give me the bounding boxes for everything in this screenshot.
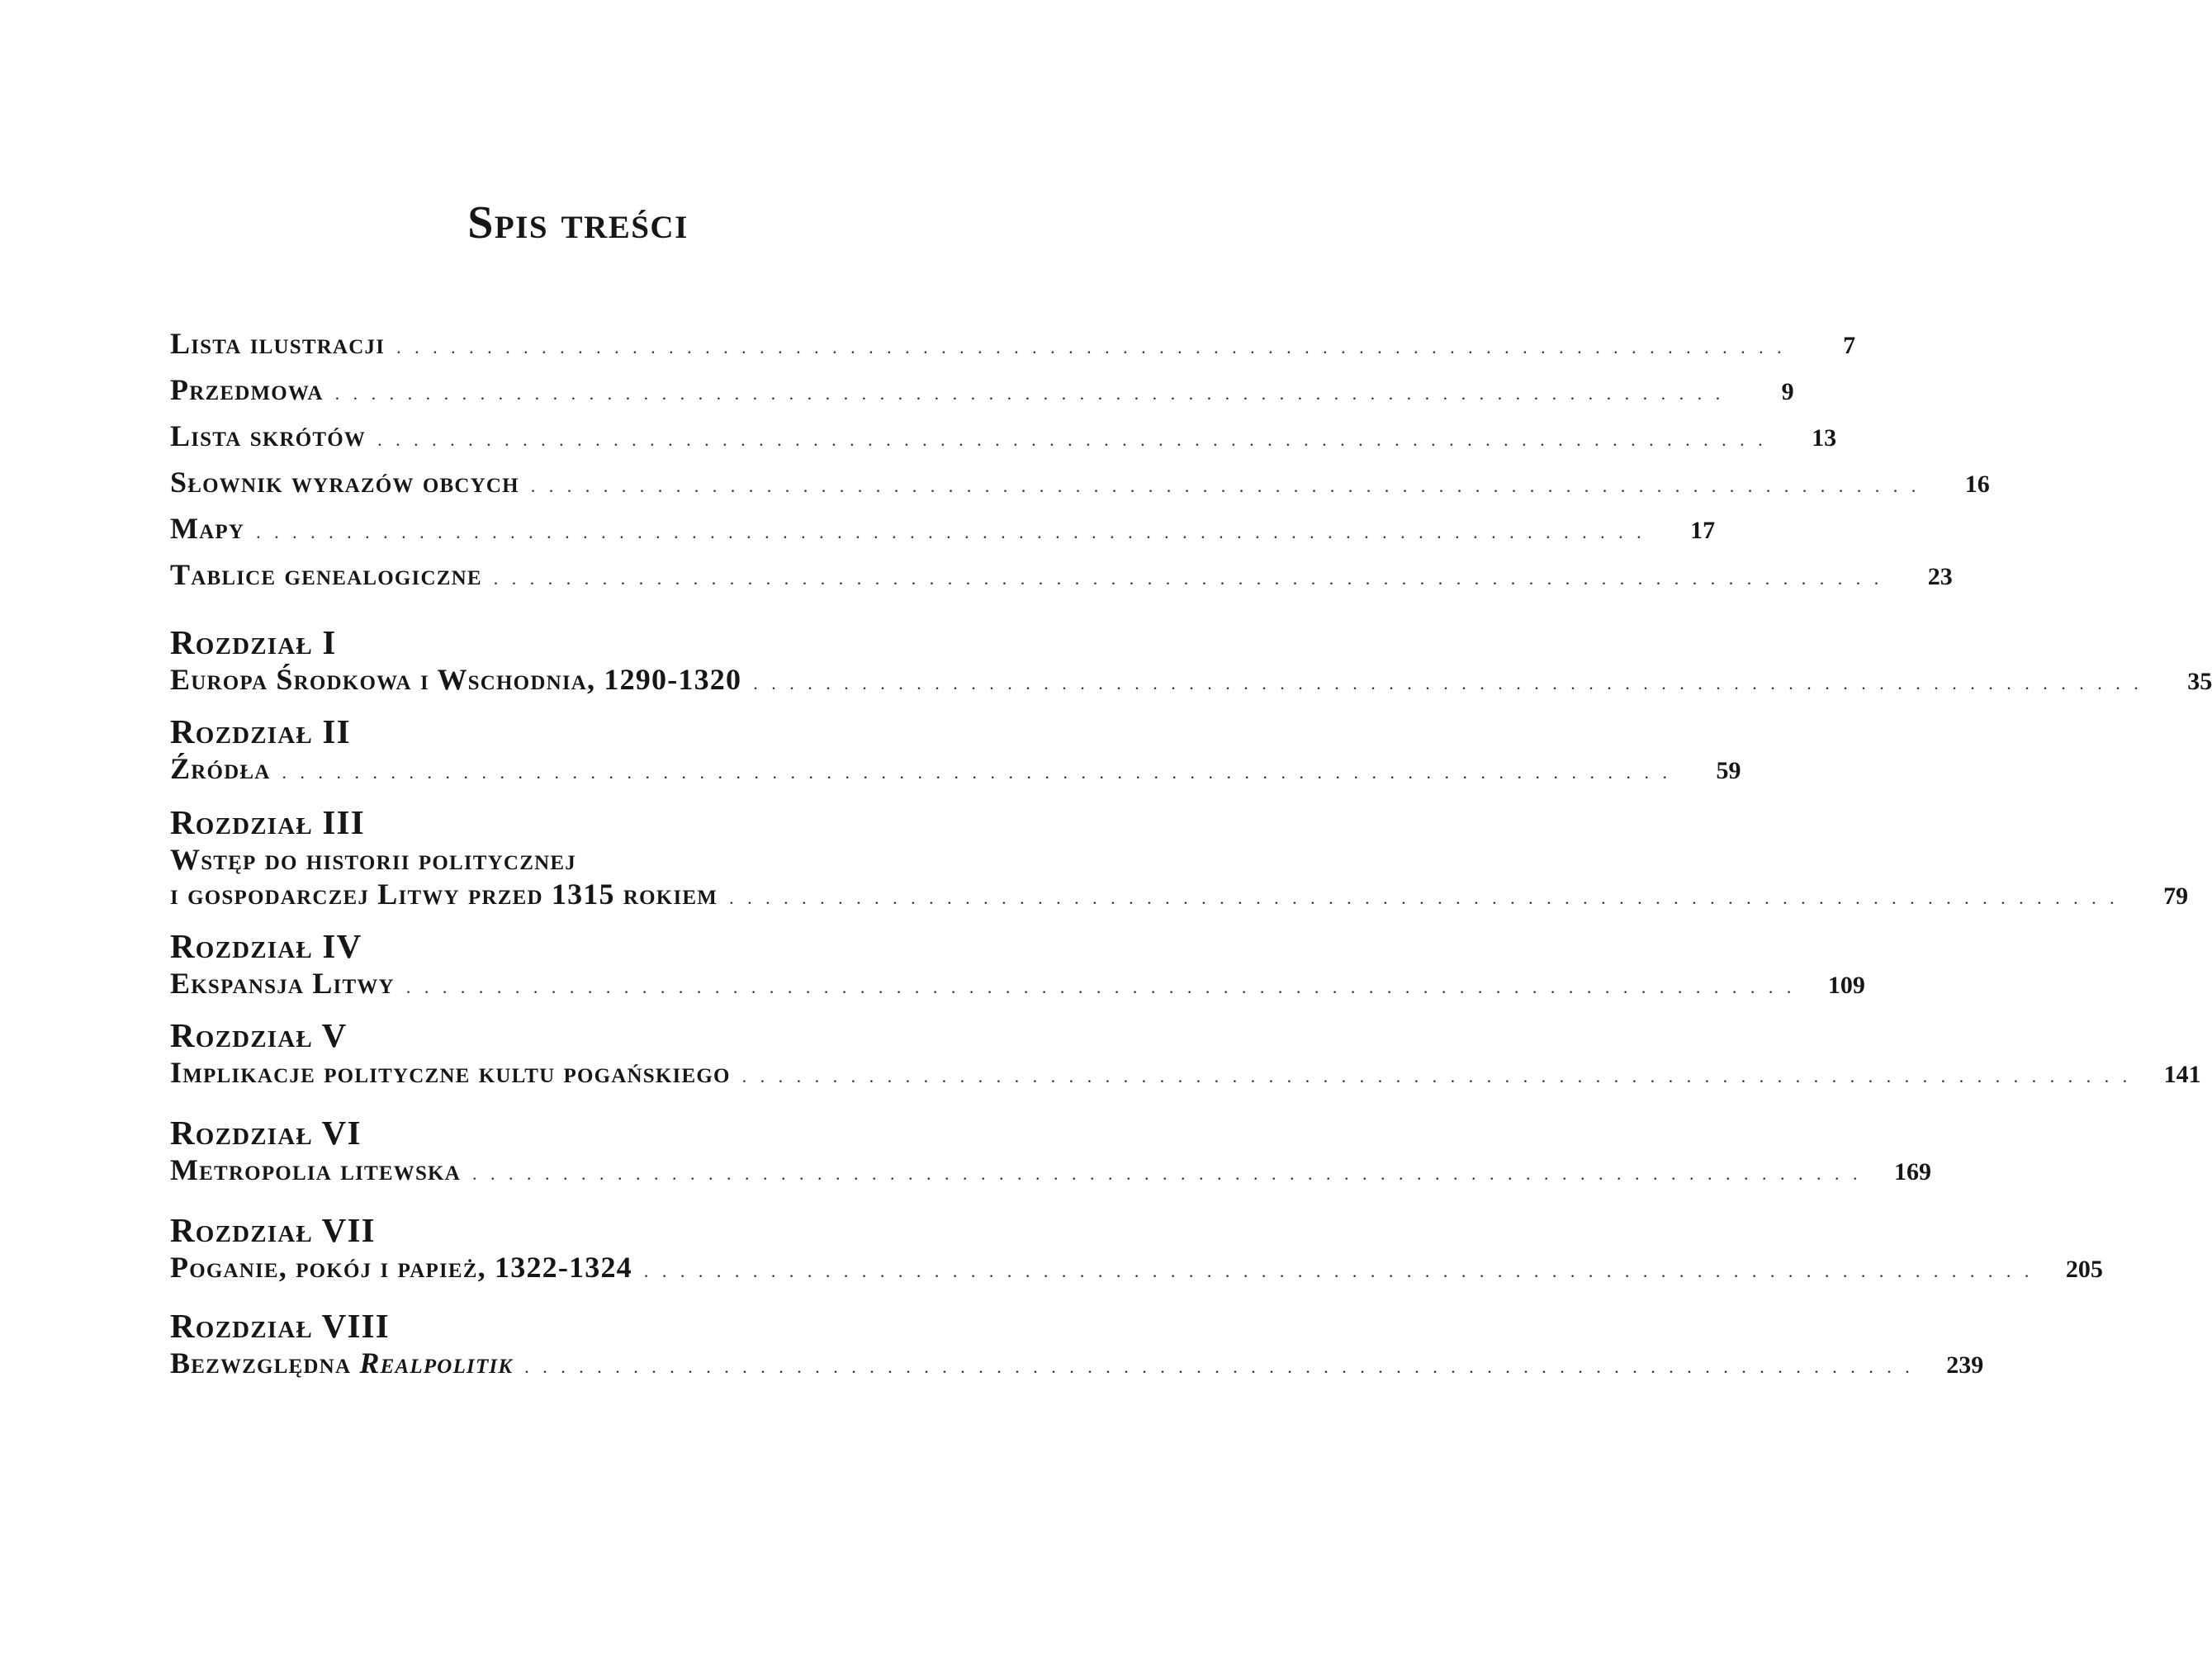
toc-page-number: 109 [1827, 972, 1865, 999]
dot-leader: . . . . . . . . . . . . . . . . . . . . . . . . . . . . . . . . . . . . . . . . . . . . . . . . . . . . . . . . . . . . . . . . . . . . . . . . . . . . . [530, 476, 1921, 496]
dot-leader: . . . . . . . . . . . . . . . . . . . . . . . . . . . . . . . . . . . . . . . . . . . . . . . . . . . . . . . . . . . . . . . . . . . . . . . . . . . . . [729, 887, 2120, 908]
toc-page-number: 59 [1716, 757, 1741, 784]
chapter-title: Poganie, pokój i papież, 1322-1324 [170, 1251, 632, 1284]
toc-page-number: 17 [1690, 517, 1716, 544]
toc-entry-label: Przedmowa [170, 373, 324, 406]
toc-page-number: 239 [1946, 1351, 1984, 1379]
toc-page-number: 13 [1812, 424, 1837, 452]
toc-entry-przedmowa[interactable] [170, 373, 1794, 406]
toc-page-number: 35 [2187, 668, 2212, 695]
chapter-label: Rozdział VIII [170, 1307, 390, 1345]
dot-leader: . . . . . . . . . . . . . . . . . . . . . . . . . . . . . . . . . . . . . . . . . . . . . . . . . . . . . . . . . . . . . . . . . . . . . . . . . . . . . [471, 1163, 1862, 1184]
toc-entry-label: Lista skrótów [170, 419, 367, 452]
chapter-title-line1: Wstęp do historii politycznej [170, 843, 576, 876]
toc-entry-lista-skrotow[interactable] [170, 419, 1837, 452]
toc-entry-lista-ilustracji[interactable] [170, 327, 1856, 360]
chapter-title: Metropolia litewska [170, 1153, 461, 1186]
chapter-title-roman: Bezwzględna [170, 1346, 352, 1379]
chapter-label: Rozdział IV [170, 927, 362, 965]
toc-page-number: 23 [1927, 563, 1953, 590]
dot-leader: . . . . . . . . . . . . . . . . . . . . . . . . . . . . . . . . . . . . . . . . . . . . . . . . . . . . . . . . . . . . . . . . . . . . . . . . . . . . . [753, 673, 2143, 693]
toc-page-number: 205 [2065, 1256, 2103, 1283]
dot-leader: . . . . . . . . . . . . . . . . . . . . . . . . . . . . . . . . . . . . . . . . . . . . . . . . . . . . . . . . . . . . . . . . . . . . . . . . . . . . . [643, 1261, 2034, 1281]
dot-leader: . . . . . . . . . . . . . . . . . . . . . . . . . . . . . . . . . . . . . . . . . . . . . . . . . . . . . . . . . . . . . . . . . . . . . . . . . . . . . [396, 337, 1787, 357]
chapter-label: Rozdział III [170, 803, 365, 841]
toc-entry-label: Tablice genealogiczne [170, 558, 482, 591]
chapter-label: Rozdział VII [170, 1211, 376, 1249]
toc-chapter-4[interactable] [170, 927, 1865, 1000]
dot-leader: . . . . . . . . . . . . . . . . . . . . . . . . . . . . . . . . . . . . . . . . . . . . . . . . . . . . . . . . . . . . . . . . . . . . . . . . . . . . . [741, 1066, 2132, 1086]
dot-leader: . . . . . . . . . . . . . . . . . . . . . . . . . . . . . . . . . . . . . . . . . . . . . . . . . . . . . . . . . . . . . . . . . . . . . . . . . . . . . [334, 383, 1725, 404]
toc-page-number: 9 [1781, 378, 1794, 405]
page-title: Spis treści [467, 197, 689, 248]
chapter-label: Rozdział I [170, 623, 337, 661]
toc-chapter-8[interactable] [170, 1307, 1984, 1379]
toc-page-number: 79 [2163, 883, 2189, 910]
toc-chapter-3[interactable] [170, 803, 2189, 911]
toc-chapter-2[interactable] [170, 712, 1741, 785]
toc-page-number: 7 [1843, 332, 1856, 359]
toc-entry-label: Mapy [170, 512, 245, 545]
dot-leader: . . . . . . . . . . . . . . . . . . . . . . . . . . . . . . . . . . . . . . . . . . . . . . . . . . . . . . . . . . . . . . . . . . . . . . . . . . . . . [405, 977, 1796, 997]
toc-entry-label: Lista ilustracji [170, 327, 386, 360]
toc-chapter-5[interactable] [170, 1016, 2201, 1089]
chapter-title: Źródła [170, 752, 271, 785]
chapter-label: Rozdział II [170, 712, 351, 750]
chapter-title: Europa Środkowa i Wschodnia, 1290-1320 [170, 663, 742, 696]
toc-page-number: 169 [1893, 1158, 1931, 1185]
toc-page-number: 141 [2163, 1061, 2201, 1088]
toc-chapter-1[interactable] [170, 623, 2212, 696]
chapter-title-italic: Realpolitik [359, 1346, 514, 1379]
dot-leader: . . . . . . . . . . . . . . . . . . . . . . . . . . . . . . . . . . . . . . . . . . . . . . . . . . . . . . . . . . . . . . . . . . . . . . . . . . . . . [282, 762, 1672, 783]
toc-entry-tablice[interactable] [170, 558, 1953, 591]
toc-page-number: 16 [1964, 471, 1990, 498]
dot-leader: . . . . . . . . . . . . . . . . . . . . . . . . . . . . . . . . . . . . . . . . . . . . . . . . . . . . . . . . . . . . . . . . . . . . . . . . . . . . . [256, 522, 1646, 542]
toc-chapter-6[interactable] [170, 1114, 1931, 1186]
dot-leader: . . . . . . . . . . . . . . . . . . . . . . . . . . . . . . . . . . . . . . . . . . . . . . . . . . . . . . . . . . . . . . . . . . . . . . . . . . . . . [524, 1356, 1915, 1377]
chapter-title: Implikacje polityczne kultu pogańskiego [170, 1056, 731, 1089]
toc-entry-slownik[interactable] [170, 466, 1990, 499]
chapter-title: Ekspansja Litwy [170, 967, 395, 1000]
chapter-title: i gospodarczej Litwy przed 1315 rokiem [170, 878, 718, 911]
chapter-title [170, 1348, 513, 1378]
dot-leader: . . . . . . . . . . . . . . . . . . . . . . . . . . . . . . . . . . . . . . . . . . . . . . . . . . . . . . . . . . . . . . . . . . . . . . . . . . . . . [377, 429, 1768, 450]
chapter-label: Rozdział V [170, 1016, 348, 1054]
dot-leader: . . . . . . . . . . . . . . . . . . . . . . . . . . . . . . . . . . . . . . . . . . . . . . . . . . . . . . . . . . . . . . . . . . . . . . . . . . . . . [493, 568, 1883, 589]
toc-chapter-7[interactable] [170, 1211, 2103, 1284]
toc-entry-label: Słownik wyrazów obcych [170, 466, 519, 499]
toc-entry-mapy[interactable] [170, 512, 1716, 545]
chapter-label: Rozdział VI [170, 1114, 362, 1152]
